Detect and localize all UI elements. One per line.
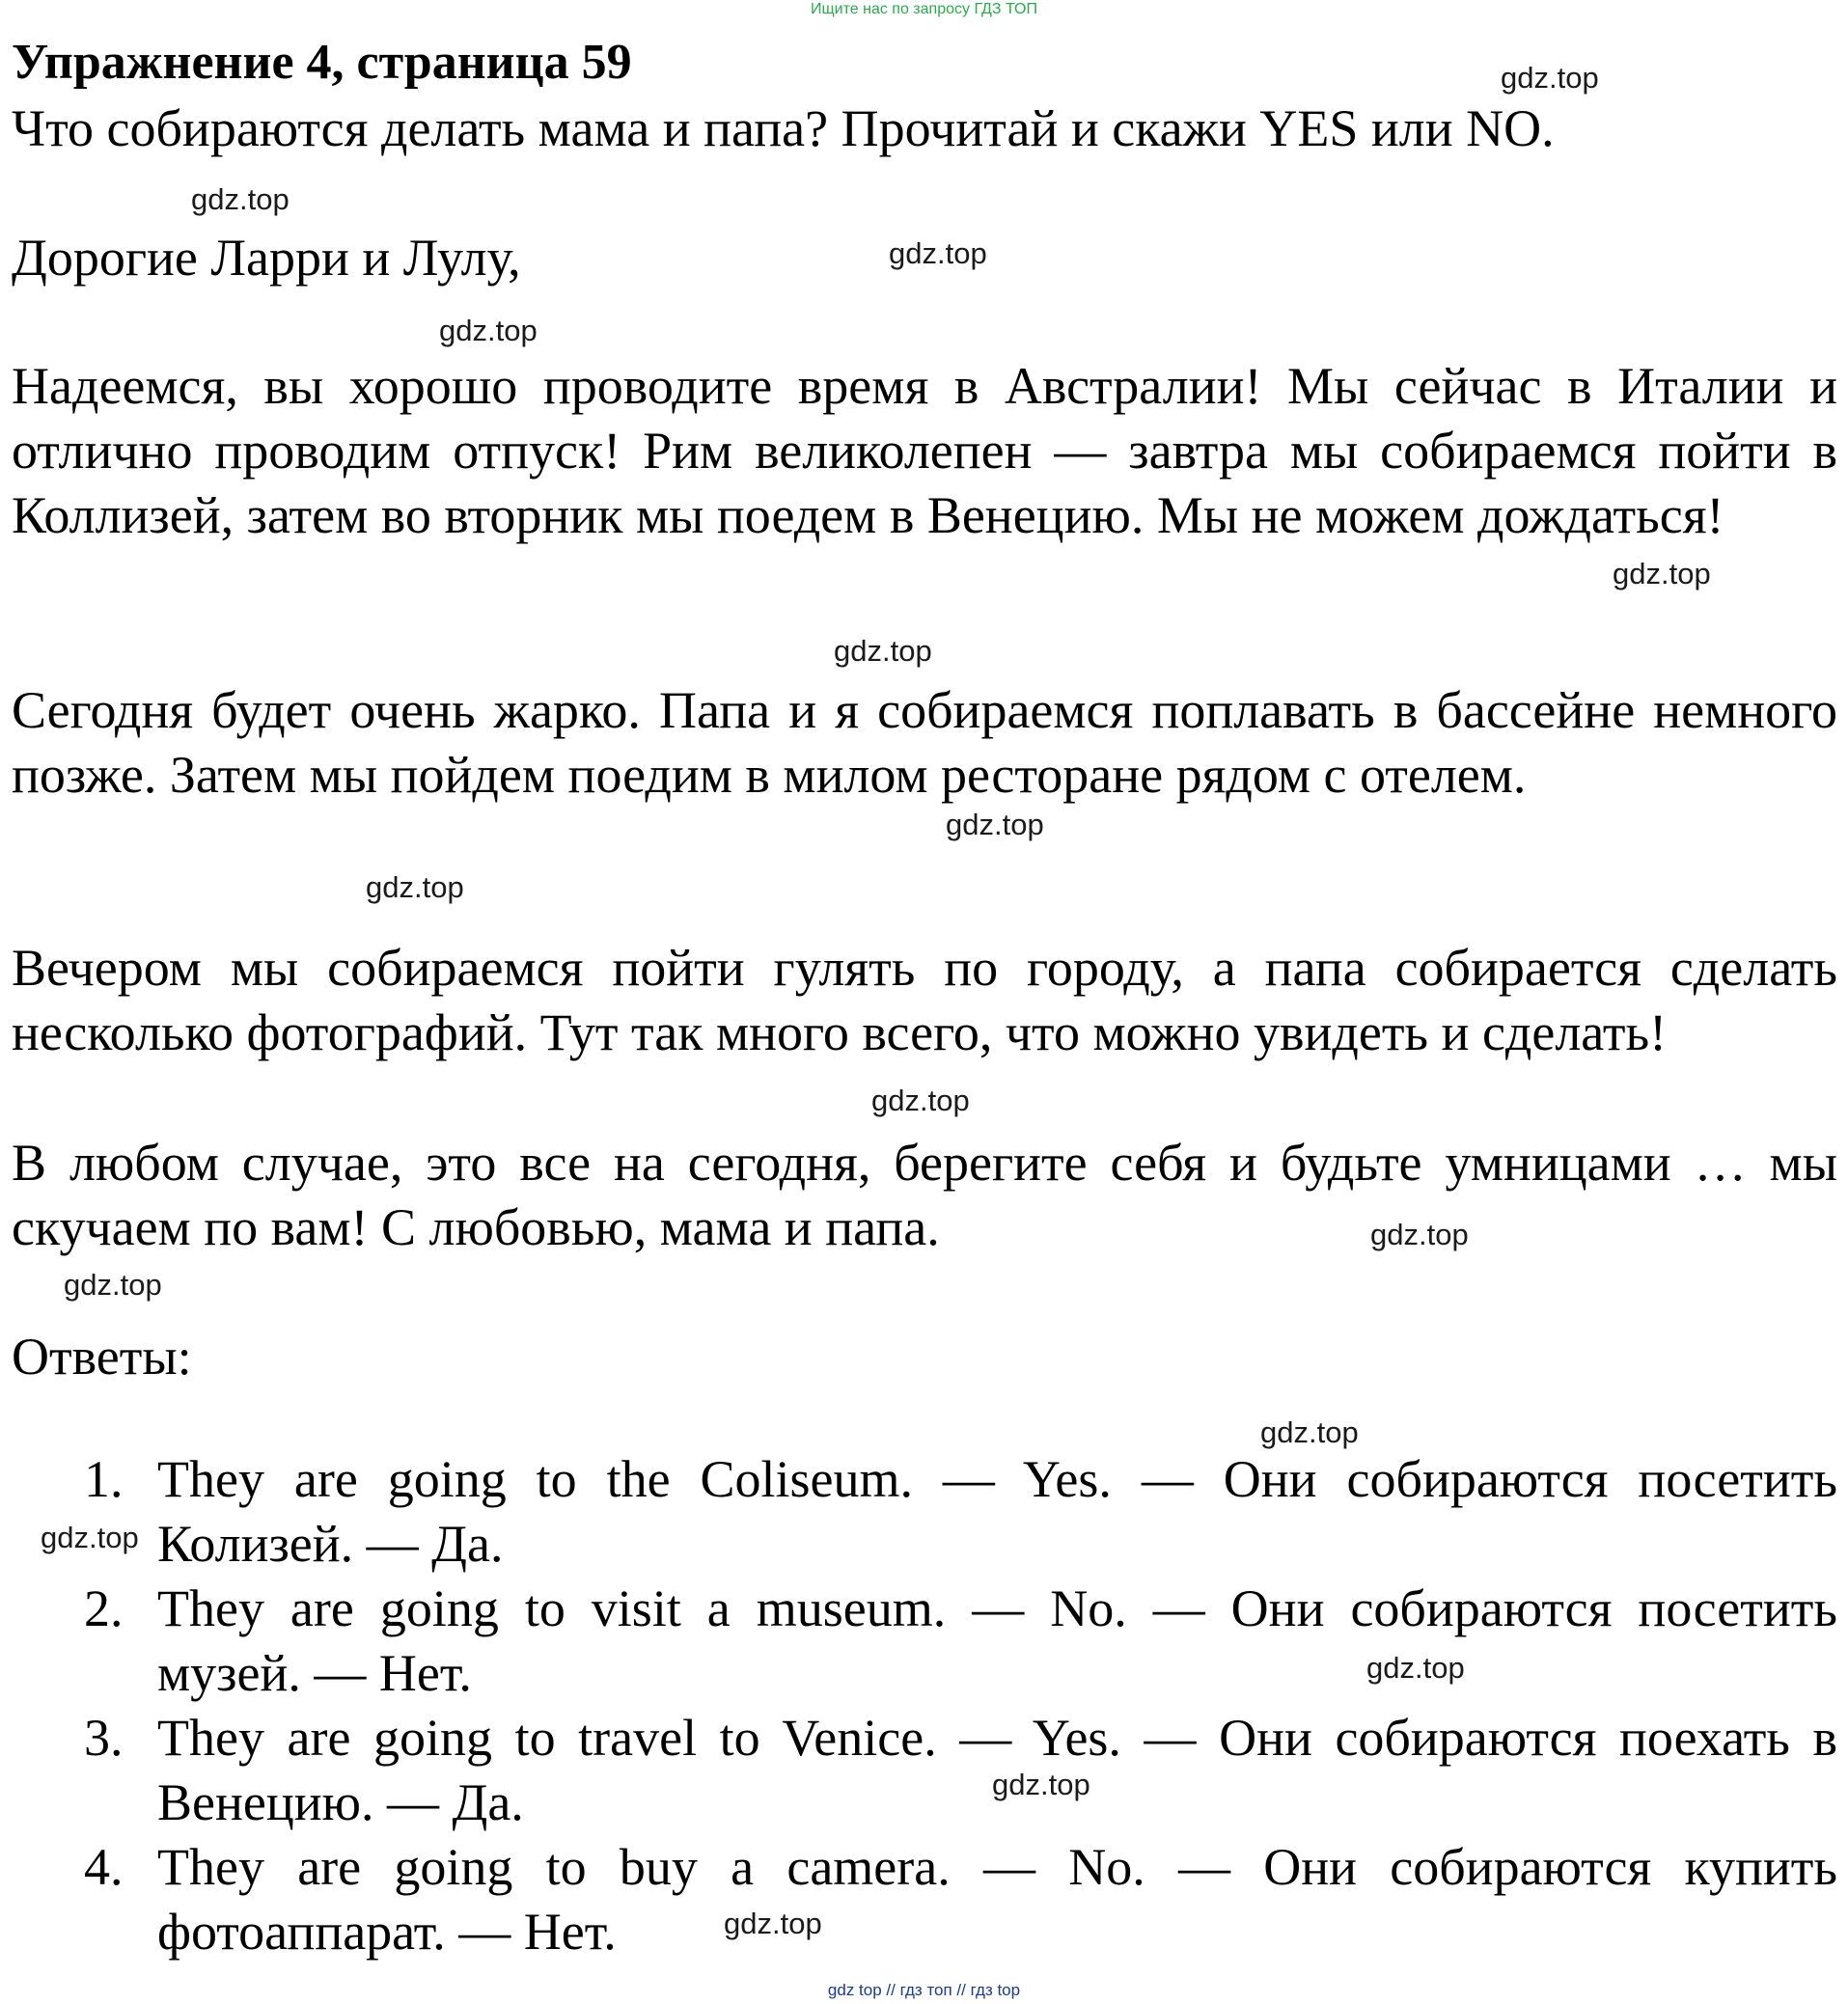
answer-item <box>12 1706 1837 1835</box>
watermark: gdz.top <box>992 1768 1090 1801</box>
watermark: gdz.top <box>41 1521 139 1554</box>
letter-paragraph-4: В любом случае, это все на сегодня, берегите себя и будьте умницами … мы скучаем по вам! С любовью, мама и папа. <box>12 1134 1837 1256</box>
page-title: Упражнение 4, страница 59 <box>12 35 632 90</box>
watermark: gdz.top <box>1366 1651 1465 1685</box>
answers-label: Ответы: <box>12 1328 192 1386</box>
top-banner: Ищите нас по запросу ГДЗ ТОП <box>811 1 1037 17</box>
answer-number: 3. <box>84 1709 124 1767</box>
answer-item <box>12 1447 1837 1577</box>
answer-number: 2. <box>84 1579 124 1637</box>
letter-paragraph-3: Вечером мы собираемся пойти гулять по городу, а папа собирается сделать несколько фотографий. Тут так много всего, что можно увидеть и сделать! <box>12 939 1837 1061</box>
watermark: gdz.top <box>946 808 1044 841</box>
watermark: gdz.top <box>871 1084 970 1117</box>
watermark: gdz.top <box>64 1268 162 1302</box>
watermark: gdz.top <box>439 314 538 347</box>
instruction: Что собираются делать мама и папа? Прочитай и скажи YES или NO. <box>12 99 1555 157</box>
answer-number: 1. <box>84 1450 124 1508</box>
letter-paragraph-2: Сегодня будет очень жарко. Папа и я собираемся поплавать в бассейне немного позже. Затем мы пойдем поедим в милом ресторане рядом с отелем. <box>12 681 1837 804</box>
watermark: gdz.top <box>1613 557 1711 590</box>
answers-list <box>12 1447 1837 1964</box>
answer-text: They are going to buy a camera. — No. — Они собираются купить фотоаппарат. — Нет. <box>157 1838 1837 1961</box>
watermark: gdz.top <box>366 870 464 904</box>
watermark: gdz.top <box>1260 1415 1359 1449</box>
watermark: gdz.top <box>834 634 932 668</box>
answer-text: They are going to the Coliseum. — Yes. — Они собираются посетить Колизей. — Да. <box>157 1450 1837 1573</box>
watermark: gdz.top <box>889 236 987 270</box>
letter-paragraph-1: Надеемся, вы хорошо проводите время в Австралии! Мы сейчас в Италии и отлично проводим отпуск! Рим великолепен — завтра мы собираемся пойти в Коллизей, затем во вторник мы поедем в Венецию. Мы не можем дождаться! <box>12 357 1837 544</box>
watermark: gdz.top <box>724 1907 822 1940</box>
watermark: gdz.top <box>1501 61 1599 95</box>
answer-text: They are going to travel to Venice. — Yes. — Они собираются поехать в Венецию. — Да. <box>157 1709 1837 1831</box>
answer-item <box>12 1835 1837 1964</box>
answer-number: 4. <box>84 1838 124 1896</box>
letter-greeting: Дорогие Ларри и Лулу, <box>12 229 521 287</box>
watermark: gdz.top <box>191 182 290 216</box>
answer-text: They are going to visit a museum. — No. — Они собираются посетить музей. — Нет. <box>157 1579 1837 1702</box>
answer-item <box>12 1577 1837 1706</box>
footer: gdz top // гдз топ // гдз top <box>827 1981 1021 1999</box>
watermark: gdz.top <box>1370 1218 1469 1251</box>
